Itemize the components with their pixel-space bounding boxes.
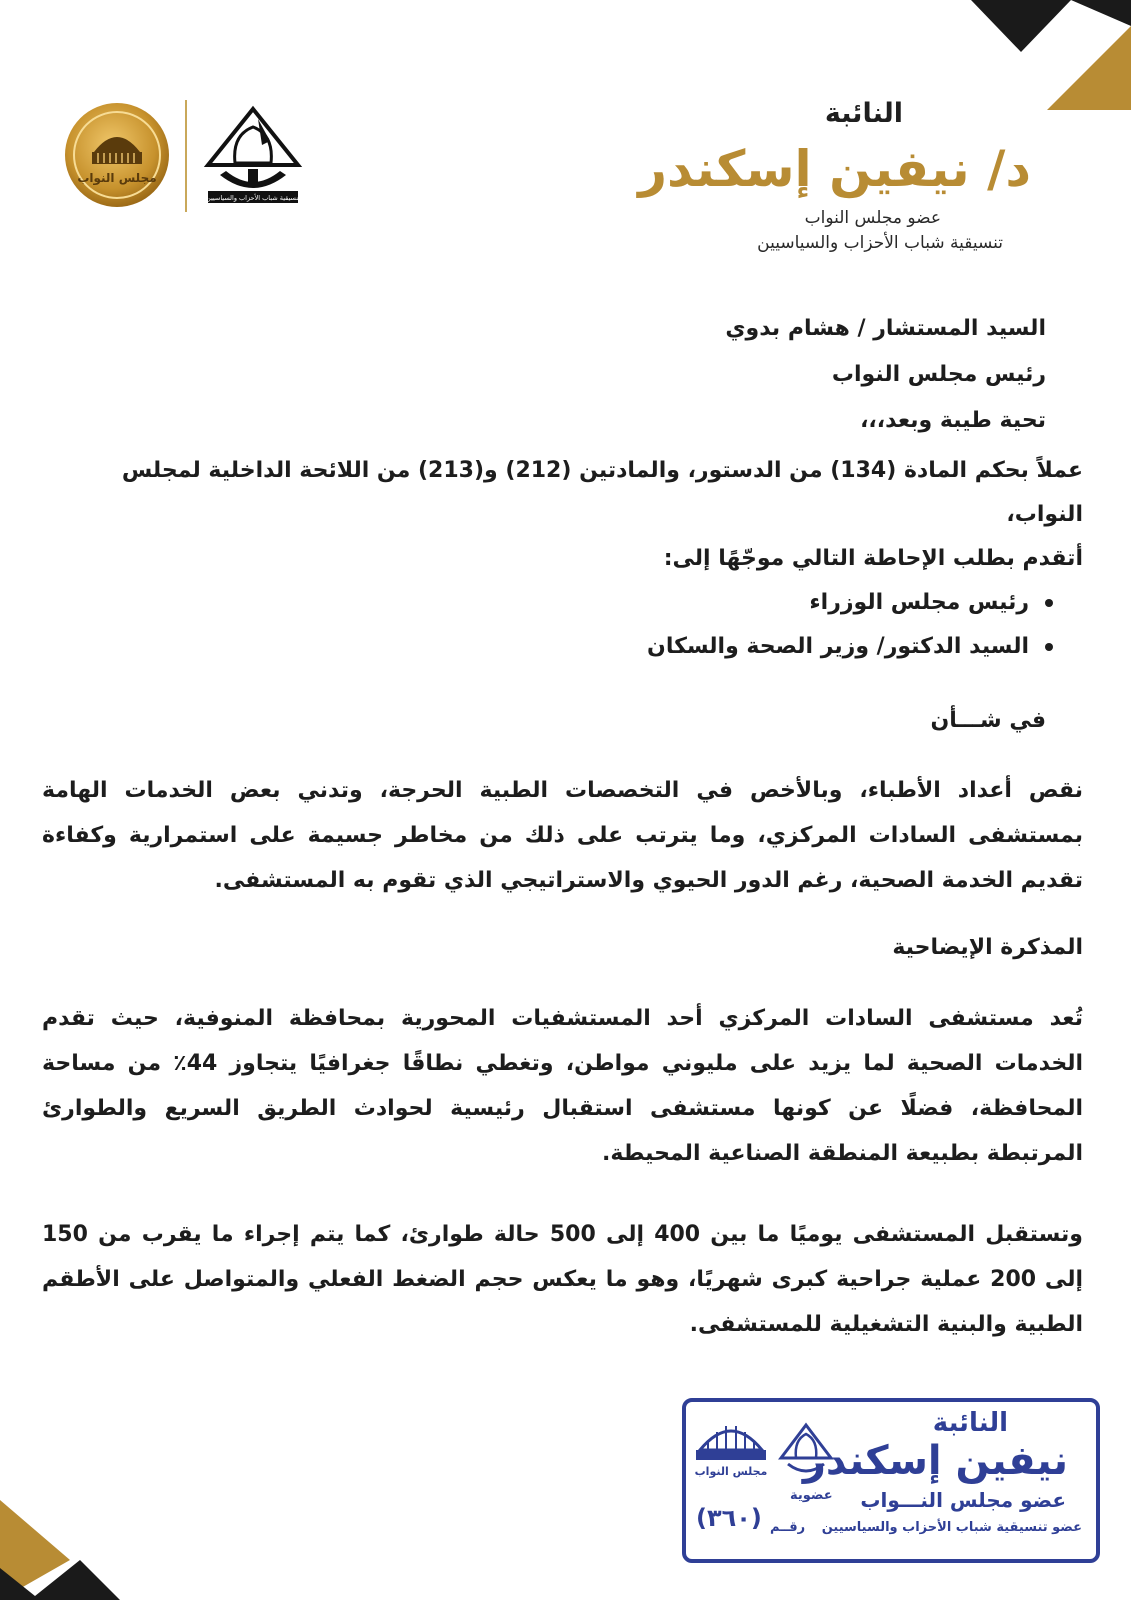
parliament-seal-text: مجلس النواب (77, 171, 157, 185)
corner-decoration-top-right (871, 0, 1131, 110)
subject-label: في شـــأن (930, 708, 1046, 733)
memo-paragraph-2: وتستقبل المستشفى يوميًا ما بين 400 إلى 500 حالة طوارئ، كما يتم إجراء ما يقرب من 150 إلى 200 عملية جراحية كبرى شهريًا، وهو ما يعكس حجم الضغط الفعلي والمتواصل على الأطقم الطبية والبنية التشغيلية للمستشفى. (42, 1222, 1083, 1337)
corner-decoration-bottom-left (0, 1460, 120, 1600)
stamp-membership-label: عضوية (790, 1488, 833, 1503)
intro-line-2: النواب، (1006, 502, 1083, 527)
stamp-role: النائبة (932, 1408, 1008, 1438)
header-divider (185, 100, 187, 212)
addressee-text: السيد الدكتور/ وزير الصحة والسكان (647, 634, 1029, 659)
stamp-parliament-dome-icon (692, 1410, 770, 1480)
coordination-logo-text: تنسيقية شباب الأحزاب والسياسيين (206, 194, 300, 202)
header-subtitle-1: عضو مجلس النواب (804, 208, 941, 228)
parliament-seal-logo (64, 102, 170, 208)
coordination-logo (200, 105, 306, 210)
recipient: السيد المستشار / هشام بدوي (725, 316, 1046, 341)
stamp-coordination: عضو تنسيقية شباب الأحزاب والسياسيين (821, 1520, 1082, 1535)
bullet-icon (1045, 643, 1053, 651)
addressee-item (809, 590, 1053, 615)
greeting: تحية طيبة وبعد،،، (860, 408, 1046, 433)
header-name: د/ نيفين إسكندر (638, 140, 1031, 198)
header-subtitle-2: تنسيقية شباب الأحزاب والسياسيين (757, 233, 1003, 253)
intro-line-1: عملاً بحكم المادة (134) من الدستور، والمادتين (212) و(213) من اللائحة الداخلية لمجلس (121, 458, 1083, 483)
stamp-membership-number: (٣٦٠) (696, 1504, 762, 1532)
stamp-name: نيفين إسكندر (802, 1438, 1068, 1484)
bullet-icon (1045, 599, 1053, 607)
subject-text: نقص أعداد الأطباء، وبالأخص في التخصصات الطبية الحرجة، وتدني بعض الخدمات الهامة بمستشفى السادات المركزي، وما يترتب على ذلك من مخاطر جسيمة على استمرارية وكفاءة تقديم الخدمة الصحية، رغم الدور الحيوي والاستراتيجي الذي تقوم به المستشفى. (42, 778, 1083, 893)
stamp-coordination-icon (778, 1422, 834, 1478)
recipient-title: رئيس مجلس النواب (831, 362, 1046, 387)
memo-heading: المذكرة الإيضاحية (892, 935, 1083, 960)
stamp-seal-text: مجلس النواب (694, 1465, 768, 1478)
header-role: النائبة (824, 98, 903, 129)
stamp-number-label: رقــم (770, 1520, 806, 1535)
intro-line-3: أتقدم بطلب الإحاطة التالي موجّهًا إلى: (663, 546, 1083, 571)
official-stamp (682, 1398, 1100, 1563)
memo-paragraph-1: تُعد مستشفى السادات المركزي أحد المستشفيات المحورية بمحافظة المنوفية، حيث تقدم الخدمات الصحية لما يزيد على مليوني مواطن، وتغطي نطاقًا جغرافيًا يتجاوز 44٪ من مساحة المحافظة، فضلًا عن كونها مستشفى استقبال رئيسية لحوادث الطريق السريع والطوارئ المرتبطة بطبيعة المنطقة الصناعية المحيطة. (42, 1006, 1083, 1166)
addressee-item (647, 634, 1053, 659)
addressee-text: رئيس مجلس الوزراء (809, 590, 1029, 615)
stamp-member-of: عضو مجلس النـــواب (860, 1488, 1066, 1512)
